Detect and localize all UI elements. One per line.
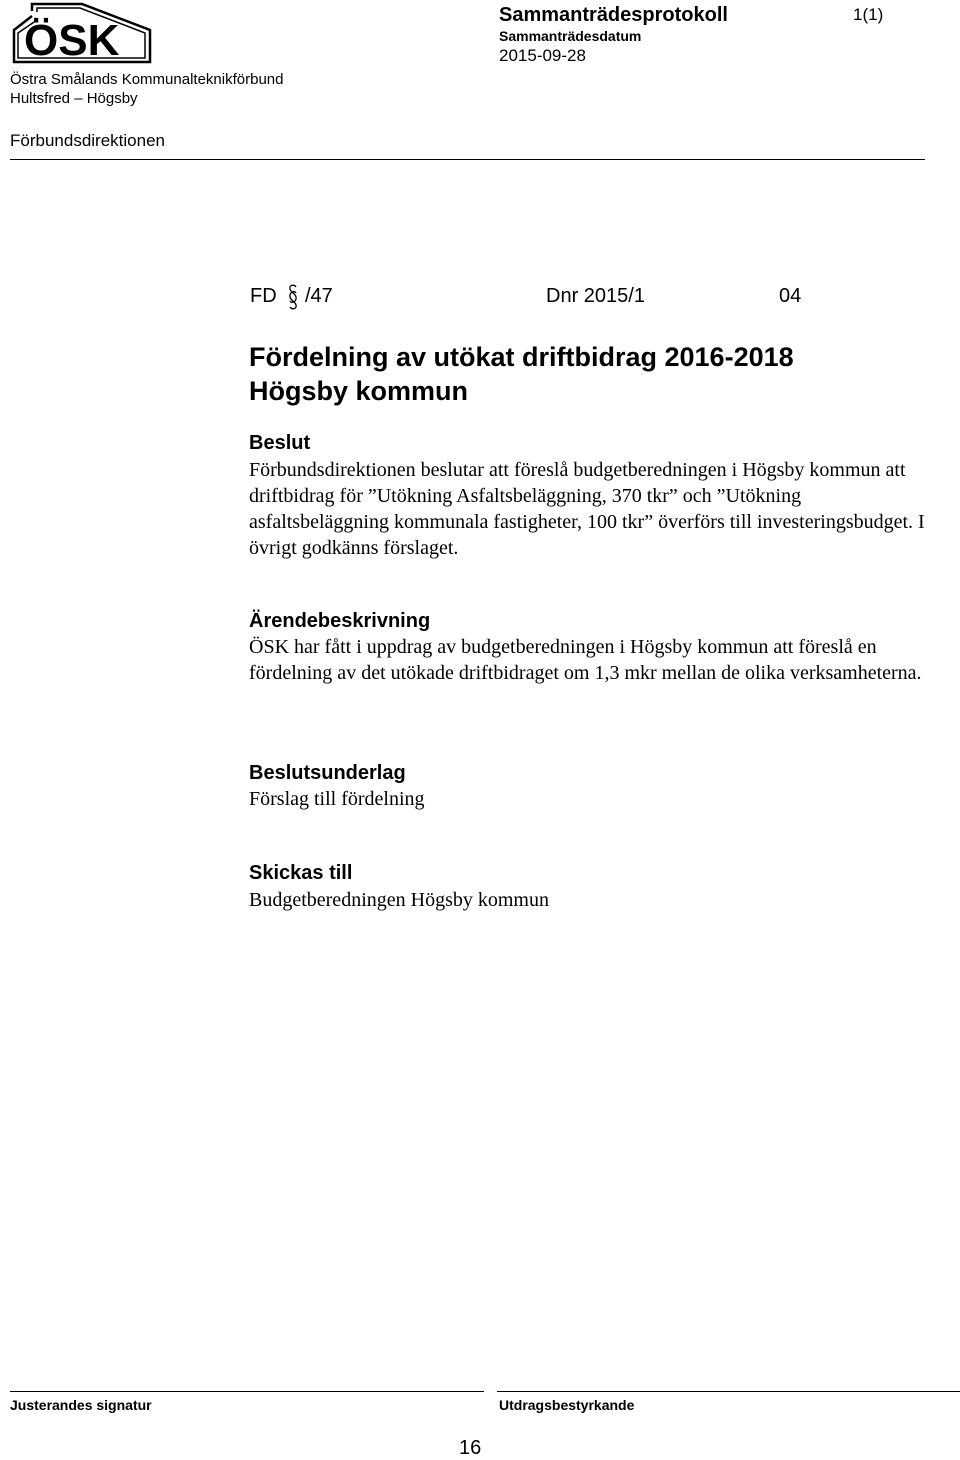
osk-logo	[10, 2, 156, 64]
page-indicator: 1(1)	[853, 5, 884, 24]
registration-suffix: 04	[779, 285, 802, 307]
paragraph-number: /47	[305, 285, 333, 307]
paragraph-prefix: FD	[250, 285, 277, 307]
title-line-2: Högsby kommun	[249, 376, 469, 406]
logo-text: ÖSK	[24, 16, 120, 64]
decision-heading: Beslut	[249, 432, 311, 454]
case-description-heading: Ärendebeskrivning	[249, 610, 431, 632]
organization-location: Hultsfred – Högsby	[10, 90, 138, 107]
send-to-heading: Skickas till	[249, 862, 353, 884]
send-to-text: Budgetberedningen Högsby kommun	[249, 889, 549, 911]
header-divider	[10, 159, 925, 160]
organization-name: Östra Smålands Kommunalteknikförbund	[10, 71, 284, 88]
title-line-1: Fördelning av utökat driftbidrag 2016-2018	[249, 342, 794, 372]
case-description-text: ÖSK har fått i uppdrag av budgetberedningen i Högsby kommun att föreslå en fördelning av det utökade driftbidraget om 1,3 mkr mellan de olika verksamheterna.	[249, 636, 922, 684]
registration-number: Dnr 2015/1	[546, 285, 645, 307]
department-name: Förbundsdirektionen	[10, 131, 165, 150]
page-number: 16	[459, 1437, 482, 1459]
meeting-date-label: Sammanträdesdatum	[499, 28, 642, 44]
decision-basis-heading: Beslutsunderlag	[249, 762, 406, 784]
document-type: Sammanträdesprotokoll	[499, 4, 728, 26]
certification-divider	[497, 1391, 960, 1392]
document-title	[249, 340, 794, 408]
section-sign-icon	[288, 284, 298, 310]
certification-label: Utdragsbestyrkande	[499, 1397, 635, 1413]
meeting-date: 2015-09-28	[499, 46, 586, 65]
decision-basis-text: Förslag till fördelning	[249, 788, 425, 810]
signature-label: Justerandes signatur	[10, 1397, 152, 1413]
decision-text: Förbundsdirektionen beslutar att föreslå budgetberedningen i Högsby kommun att driftbidrag för ”Utökning Asfaltsbeläggning, 370 tkr” och ”Utökning asfaltsbeläggning kommunala fastigheter, 100 tkr” överförs till investeringsbudget. I övrigt godkänns förslaget.	[249, 459, 925, 559]
signature-divider	[10, 1391, 484, 1392]
